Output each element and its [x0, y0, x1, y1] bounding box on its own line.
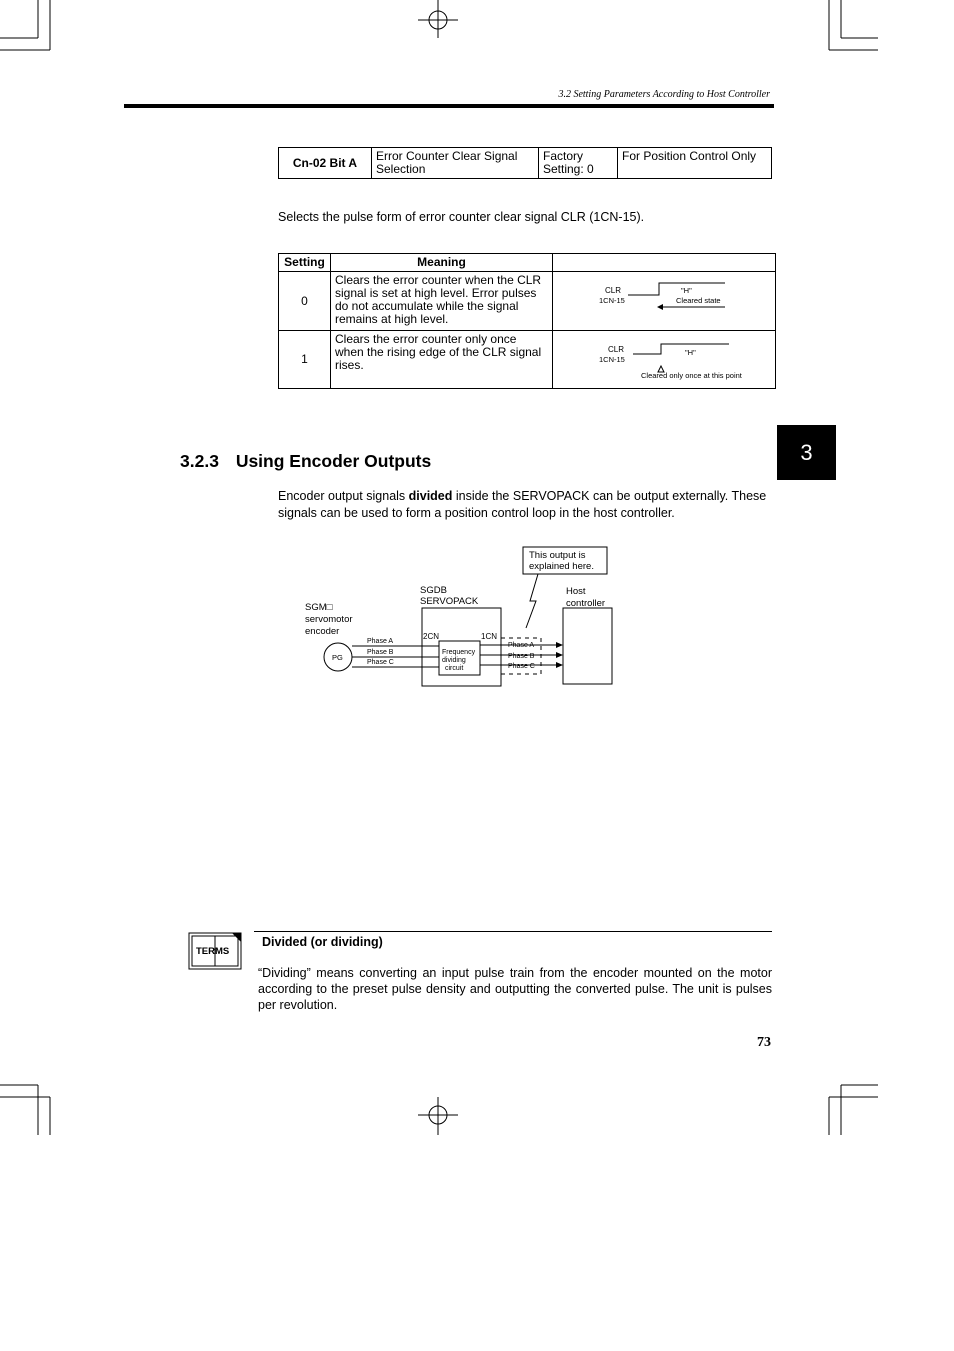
parameter-table [278, 147, 772, 179]
motor-label-3: encoder [305, 626, 340, 637]
freq-line2: dividing [442, 657, 466, 664]
page-number: 73 [757, 1035, 771, 1050]
connector-2cn: 2CN [423, 632, 440, 641]
factory-line1: Factory [543, 149, 584, 163]
setting-meaning: Clears the error counter when the CLR signal is set at high level. Error pulses do not accumulate while the signal remains at high level. [331, 272, 553, 331]
table-row [279, 331, 776, 389]
servopack-label-1: SGDB [420, 585, 447, 596]
timing-cell [553, 272, 776, 331]
in-phase-c: Phase C [367, 659, 394, 666]
motor-label-1: SGM□ [305, 602, 333, 613]
timing-pin: 1CN-15 [599, 354, 625, 364]
body-paragraph [278, 488, 778, 522]
connector-1cn: 1CN [481, 632, 498, 641]
host-box [563, 608, 612, 684]
col-setting-header: Setting [279, 254, 331, 272]
body-bold: divided [408, 489, 453, 503]
out-phase-b: Phase B [508, 653, 535, 660]
freq-line3: circuit [445, 665, 464, 672]
param-code: Cn-02 Bit A [279, 148, 372, 179]
param-factory [539, 148, 618, 179]
in-phase-a: Phase A [367, 638, 394, 645]
host-label-2: controller [566, 598, 606, 609]
motor-label-2: servomotor [305, 614, 353, 625]
section-title: Using Encoder Outputs [235, 451, 432, 471]
pg-label: PG [332, 653, 343, 662]
freq-line1: Frequency [442, 649, 476, 656]
encoder-diagram [300, 545, 620, 690]
body-post: inside the SERVOPACK can be output externally. These signals can be used to form a position control loop in the host controller. [278, 489, 767, 520]
in-phase-b: Phase B [367, 649, 394, 656]
servopack-box [422, 608, 501, 686]
timing-diagram-0 [553, 273, 773, 330]
terms-text: “Dividing” means converting an input pulse train from the encoder mounted on the motor according to the preset pulse density and outputting the converted pulse. The unit is pulses per revolution. [258, 966, 772, 1012]
terms-rule [254, 931, 772, 932]
section-heading [180, 451, 431, 472]
col-meaning-header: Meaning [331, 254, 553, 272]
table-row [279, 272, 776, 331]
param-name-line1: Error Counter Clear Signal [376, 149, 518, 163]
setting-value: 0 [279, 272, 331, 331]
setting-table [278, 253, 776, 389]
terms-heading: Divided (or dividing) [262, 935, 383, 949]
timing-level: "H" [681, 285, 692, 295]
factory-line2: Setting: 0 [543, 162, 594, 176]
out-phase-c: Phase C [508, 663, 535, 670]
arrow-icon [657, 304, 663, 310]
timing-signal: CLR [608, 344, 625, 354]
timing-cell [553, 331, 776, 389]
servopack-label-2: SERVOPACK [420, 596, 479, 607]
timing-pin: 1CN-15 [599, 295, 625, 305]
timing-caption: Cleared state [676, 295, 721, 305]
chapter-tab [777, 425, 836, 480]
chapter-number: 3 [800, 439, 813, 465]
section-number: 3.2.3 [180, 451, 219, 471]
timing-level: "H" [685, 347, 696, 357]
callout-line2: explained here. [529, 561, 594, 572]
lightning-pointer [526, 574, 538, 628]
host-label-1: Host [566, 586, 586, 597]
col-timing-header [553, 254, 776, 272]
setting-value: 1 [279, 331, 331, 389]
running-title: 3.2 Setting Parameters According to Host Controller [558, 89, 770, 100]
timing-caption: Cleared only once at this point [641, 370, 742, 380]
callout-line1: This output is [529, 550, 586, 561]
setting-meaning: Clears the error counter only once when the rising edge of the CLR signal rises. [331, 331, 553, 389]
out-phase-a: Phase A [508, 642, 535, 649]
body-pre: Encoder output signals [278, 489, 409, 503]
param-name [372, 148, 539, 179]
terms-icon [188, 932, 242, 970]
terms-icon-label: TERMS [196, 946, 230, 957]
timing-signal: CLR [605, 285, 622, 295]
param-note: For Position Control Only [618, 148, 772, 179]
timing-diagram-1 [553, 332, 773, 388]
header-rule [124, 104, 774, 108]
param-name-line2: Selection [376, 162, 426, 176]
intro-text: Selects the pulse form of error counter clear signal CLR (1CN-15). [278, 210, 645, 224]
